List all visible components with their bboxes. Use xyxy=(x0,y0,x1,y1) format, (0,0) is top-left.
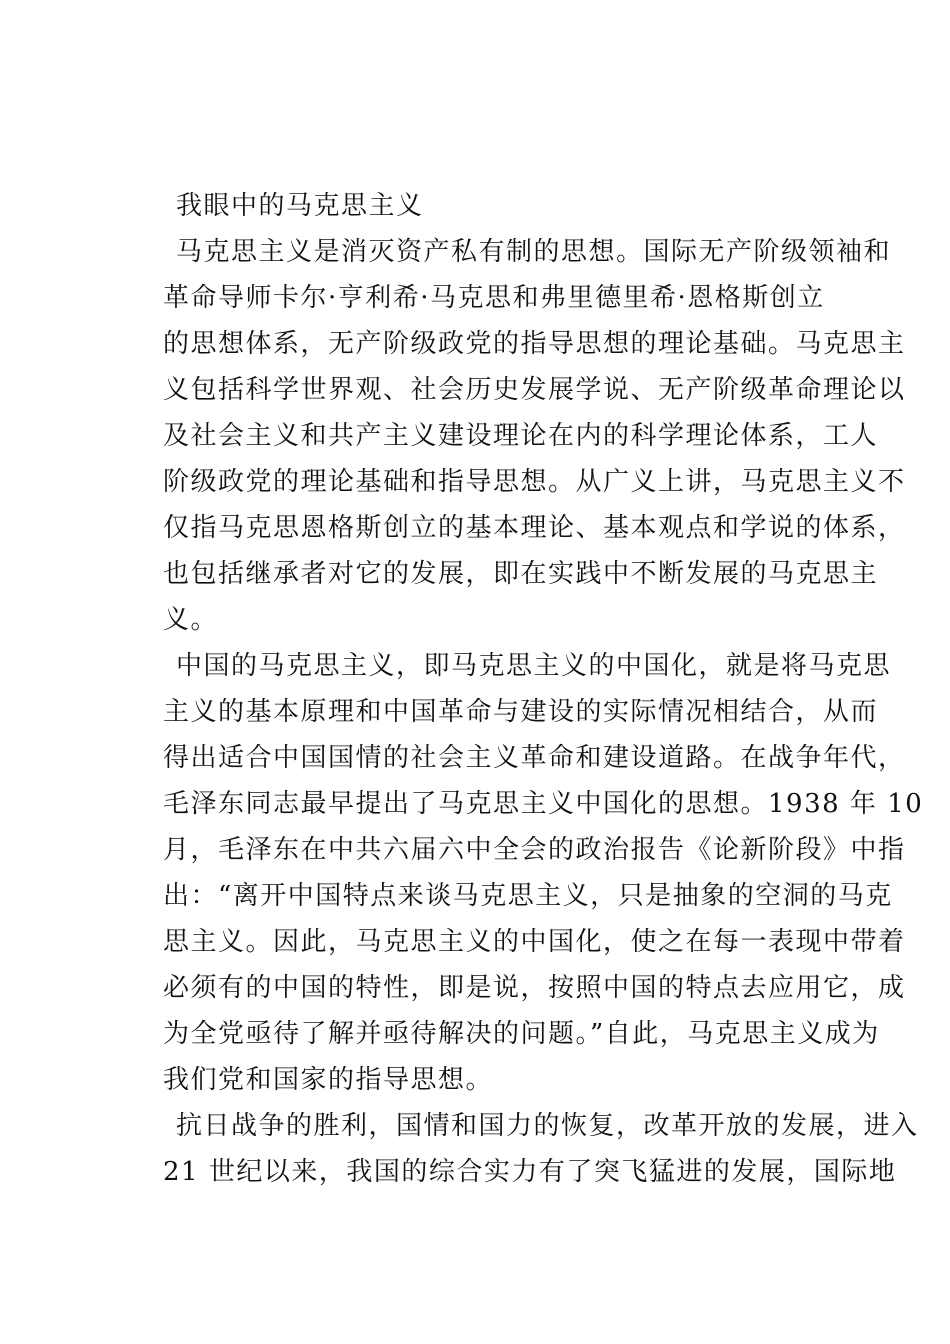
paragraph-line: 也包括继承者对它的发展，即在实践中不断发展的马克思主 xyxy=(163,559,879,589)
document-body xyxy=(163,183,924,1195)
paragraph-line: 马克思主义是消灭资产私有制的思想。国际无产阶级领袖和 xyxy=(176,237,892,267)
paragraph-line: 主义的基本原理和中国革命与建设的实际情况相结合，从而 xyxy=(163,697,879,727)
paragraph-2 xyxy=(163,643,924,1103)
paragraph-line: 革命导师卡尔·亨利希·马克思和弗里德里希·恩格斯创立 xyxy=(163,283,825,313)
paragraph-line: 的思想体系，无产阶级政党的指导思想的理论基础。马克思主 xyxy=(163,329,906,359)
paragraph-line: 及社会主义和共产主义建设理论在内的科学理论体系，工人 xyxy=(163,421,879,451)
paragraph-1 xyxy=(163,229,906,643)
paragraph-line: 出：“离开中国特点来谈马克思主义，只是抽象的空洞的马克 xyxy=(163,881,893,911)
paragraph-line: 义。 xyxy=(163,605,219,635)
paragraph-line: 为全党亟待了解并亟待解决的问题。”自此，马克思主义成为 xyxy=(163,1019,880,1049)
paragraph-line: 仅指马克思恩格斯创立的基本理论、基本观点和学说的体系， xyxy=(163,513,906,543)
paragraph-line: 义包括科学世界观、社会历史发展学说、无产阶级革命理论以 xyxy=(163,375,906,405)
paragraph-line: 得出适合中国国情的社会主义革命和建设道路。在战争年代， xyxy=(163,743,906,773)
paragraph-line: 毛泽东同志最早提出了马克思主义中国化的思想。1938 年 10 xyxy=(163,789,924,819)
document-title: 我眼中的马克思主义 xyxy=(176,191,424,221)
paragraph-line: 中国的马克思主义，即马克思主义的中国化，就是将马克思 xyxy=(176,651,892,681)
paragraph-line: 21 世纪以来，我国的综合实力有了突飞猛进的发展，国际地 xyxy=(163,1157,897,1187)
paragraph-line: 阶级政党的理论基础和指导思想。从广义上讲，马克思主义不 xyxy=(163,467,906,497)
paragraph-3 xyxy=(163,1103,919,1195)
paragraph-line: 我们党和国家的指导思想。 xyxy=(163,1065,494,1095)
paragraph-line: 抗日战争的胜利，国情和国力的恢复，改革开放的发展，进入 xyxy=(176,1111,919,1141)
paragraph-line: 月，毛泽东在中共六届六中全会的政治报告《论新阶段》中指 xyxy=(163,835,906,865)
paragraph-line: 必须有的中国的特性，即是说，按照中国的特点去应用它，成 xyxy=(163,973,906,1003)
paragraph-line: 思主义。因此，马克思主义的中国化，使之在每一表现中带着 xyxy=(163,927,906,957)
